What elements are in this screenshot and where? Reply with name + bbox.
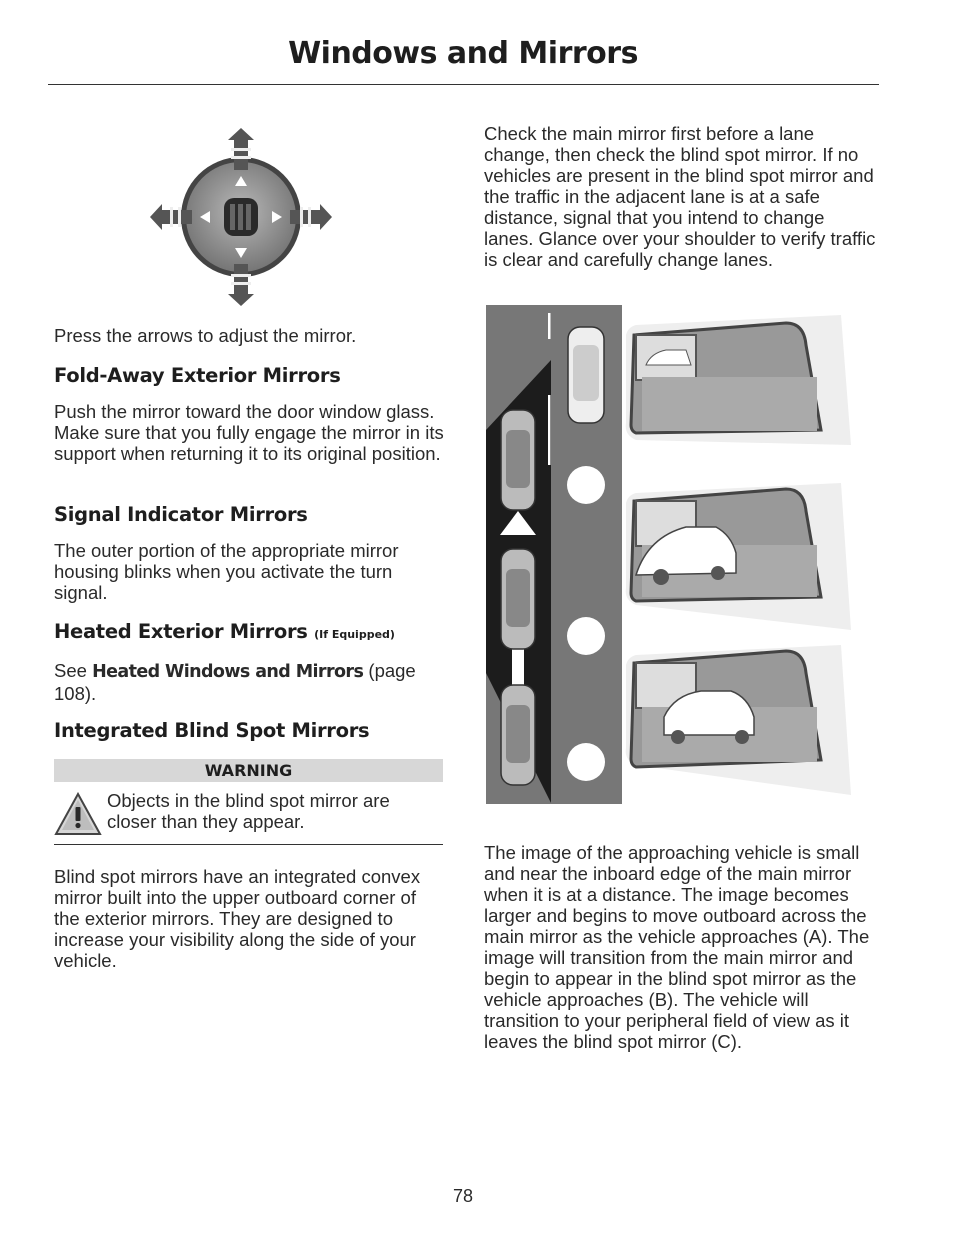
blind-spot-heading: Integrated Blind Spot Mirrors bbox=[54, 719, 370, 742]
see-label: See bbox=[54, 660, 93, 681]
fold-away-text: Push the mirror toward the door window glass. Make sure that you fully engage the mirror in its support when returning it to its original position. bbox=[54, 401, 444, 464]
lane-change-instructions: Check the main mirror first before a lane change, then check the blind spot mirror. If no vehicles are present in the blind spot mirror and the traffic in the adjacent lane is at a safe distance, signal that you intend to change lanes. Glance over your shoulder to verify traffic is clear and carefully change lanes. bbox=[484, 123, 876, 270]
page-number: 78 bbox=[452, 1186, 474, 1206]
car-icon bbox=[501, 410, 535, 510]
mirror-adjust-control-icon bbox=[148, 126, 334, 308]
heated-mirrors-heading bbox=[54, 620, 446, 643]
mirror-view-a bbox=[626, 315, 851, 445]
warning-divider bbox=[54, 844, 443, 845]
position-marker-b bbox=[567, 617, 605, 655]
car-icon bbox=[501, 685, 535, 785]
own-car-icon bbox=[568, 327, 604, 423]
position-marker-c bbox=[567, 743, 605, 781]
signal-indicator-text: The outer portion of the appropriate mirror housing blinks when you activate the turn signal. bbox=[54, 540, 399, 603]
blind-spot-description: Blind spot mirrors have an integrated convex mirror built into the upper outboard corner of the exterior mirrors. They are designed to increase your visibility along the side of your vehicle. bbox=[54, 866, 421, 971]
title-divider bbox=[48, 84, 879, 85]
page-title: Windows and Mirrors bbox=[288, 36, 638, 71]
page-reference: (page 108). bbox=[54, 660, 416, 704]
warning-label: WARNING bbox=[54, 759, 443, 782]
if-equipped-tag: (If Equipped) bbox=[314, 628, 395, 641]
warning-triangle-icon bbox=[54, 792, 102, 836]
fold-away-heading: Fold-Away Exterior Mirrors bbox=[54, 364, 341, 387]
position-marker-a bbox=[567, 466, 605, 504]
heated-heading-text: Heated Exterior Mirrors bbox=[54, 620, 308, 643]
mirror-view-c bbox=[626, 645, 851, 795]
mirror-transition-explanation: The image of the approaching vehicle is small and near the inboard edge of the main mirror when it is at a distance. The image becomes larger and begins to move outboard across the main mirror as the vehicle approaches (A). The image will transition from the main mirror and begin to appear in the blind spot mirror as the vehicle approaches (B). The vehicle will transition to your peripheral field of view as it leaves the blind spot mirror (C). bbox=[484, 842, 870, 1052]
control-caption: Press the arrows to adjust the mirror. bbox=[54, 325, 357, 346]
heated-windows-reference-link[interactable]: Heated Windows and Mirrors bbox=[92, 662, 364, 682]
blind-spot-illustration bbox=[486, 305, 854, 805]
signal-indicator-heading: Signal Indicator Mirrors bbox=[54, 503, 308, 526]
mirror-view-b bbox=[626, 483, 851, 630]
car-icon bbox=[501, 549, 535, 649]
heated-mirrors-text bbox=[54, 660, 446, 704]
warning-text: Objects in the blind spot mirror are closer than they appear. bbox=[107, 790, 390, 832]
